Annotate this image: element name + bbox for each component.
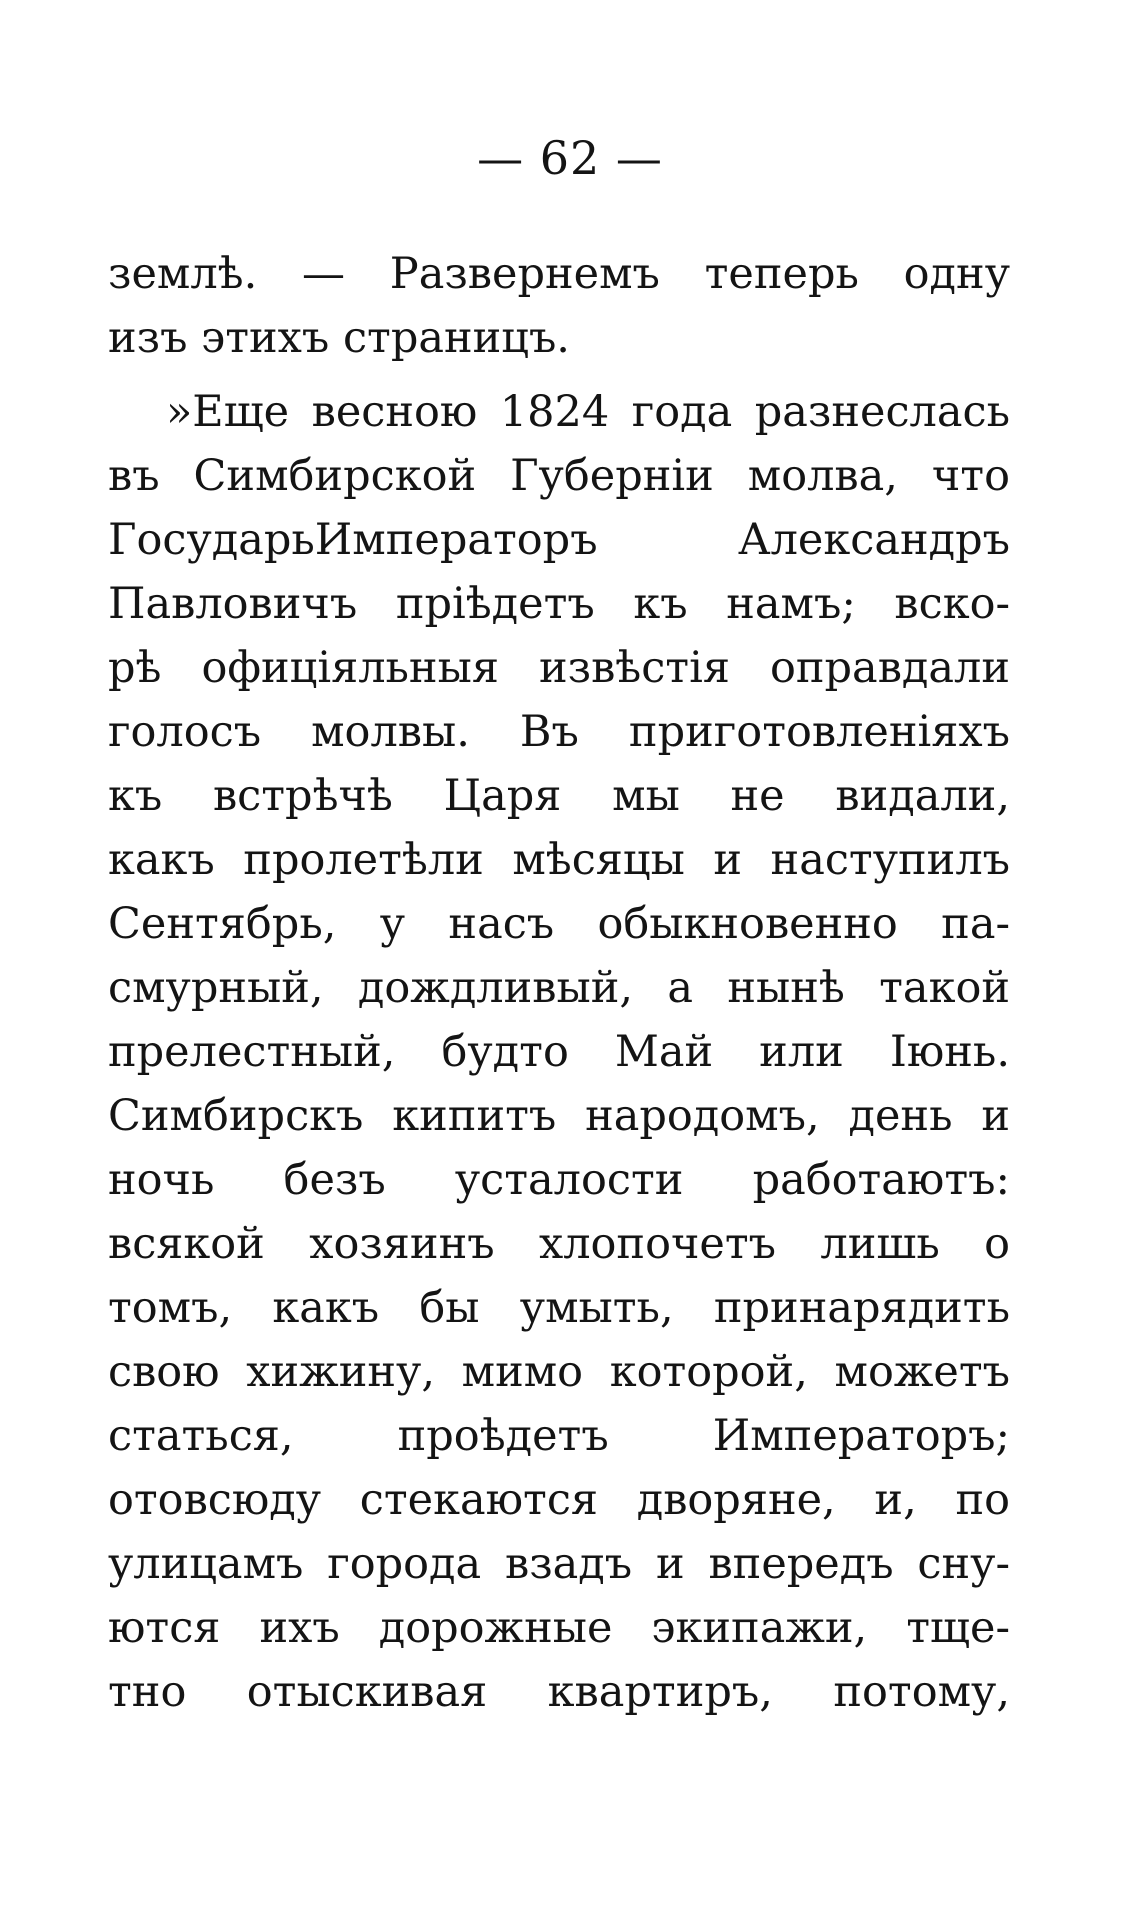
text-line-1: землѣ. — Развернемъ теперь одну: [108, 249, 1010, 299]
text-line-20: отовсюду стекаются дворяне, и, по: [108, 1475, 1010, 1525]
text-line-4: въ Симбирской Губерніи молва, что: [108, 451, 1010, 501]
text-line-22: ются ихъ дорожные экипажи, тще-: [108, 1603, 1010, 1653]
text-line-12: смурный, дождливый, а нынѣ такой: [108, 963, 1010, 1013]
body-text: [108, 242, 1010, 1724]
text-line-21: улицамъ города взадъ и впередъ сну-: [108, 1539, 1010, 1589]
text-line-19: статься, проѣдетъ Императоръ;: [108, 1411, 1010, 1461]
text-line-13: прелестный, будто Май или Іюнь.: [108, 1027, 1010, 1077]
text-line-6: Павловичъ пріѣдетъ къ намъ; вско-: [108, 579, 1010, 629]
text-line-11: Сентябрь, у насъ обыкновенно па-: [108, 899, 1010, 949]
text-line-5: ГосударьИмператоръ Александръ: [108, 515, 1010, 565]
text-line-17: томъ, какъ бы умыть, принарядить: [108, 1283, 1010, 1333]
text-line-23: тно отыскивая квартиръ, потому,: [108, 1667, 1010, 1717]
page-number: — 62 —: [477, 131, 663, 185]
text-line-8: голосъ молвы. Въ приготовленіяхъ: [108, 707, 1010, 757]
text-line-2: изъ этихъ страницъ.: [108, 313, 570, 363]
text-line-7: рѣ офиціяльныя извѣстія оправдали: [108, 643, 1010, 693]
text-line-15: ночь безъ усталости работаютъ:: [108, 1155, 1010, 1205]
text-line-14: Симбирскъ кипитъ народомъ, день и: [108, 1091, 1010, 1141]
text-line-9: къ встрѣчѣ Царя мы не видали,: [108, 771, 1010, 821]
text-line-10: какъ пролетѣли мѣсяцы и наступилъ: [108, 835, 1010, 885]
text-line-18: свою хижину, мимо которой, можетъ: [108, 1347, 1010, 1397]
text-line-16: всякой хозяинъ хлопочетъ лишь о: [108, 1219, 1010, 1269]
text-line-3: »Еще весною 1824 года разнеслась: [166, 387, 1010, 437]
